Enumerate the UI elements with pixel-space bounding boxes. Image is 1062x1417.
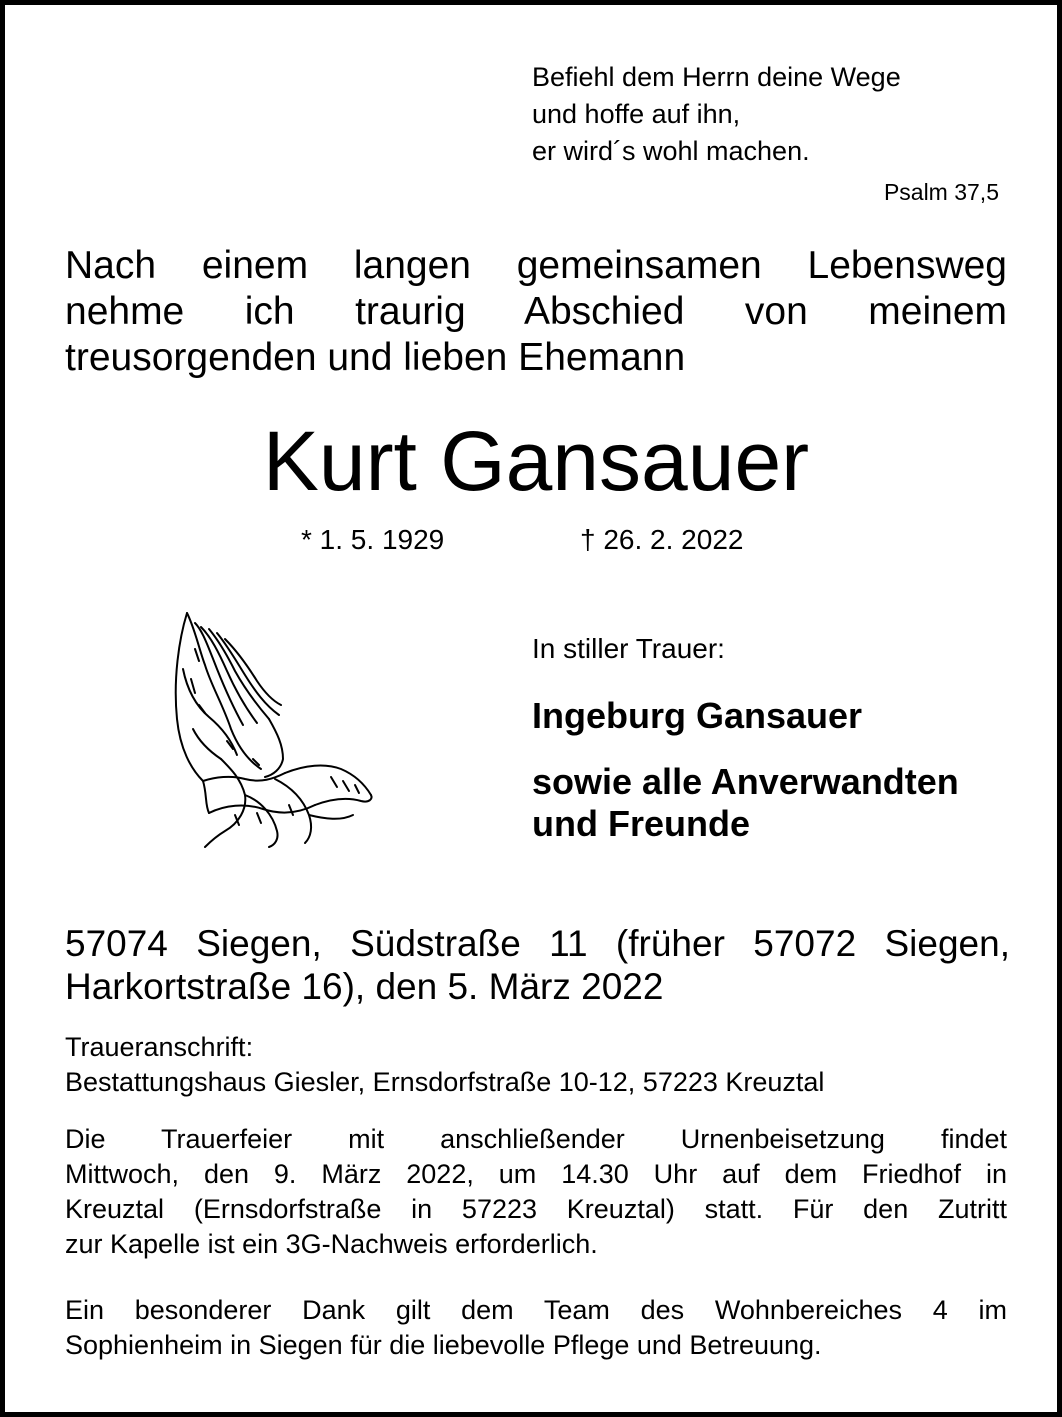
- bible-verse: [532, 59, 901, 170]
- address-line: Bestattungshaus Giesler, Ernsdorfstraße 10-12, 57223 Kreuztal: [65, 1067, 825, 1097]
- verse-source: Psalm 37,5: [883, 179, 999, 205]
- mourning-address: [65, 1030, 1007, 1100]
- service-line: Die Trauerfeier mit anschließender Urnenbeisetzung findet: [65, 1124, 1007, 1154]
- place-line: 57074 Siegen, Südstraße 11 (früher 57072 Siegen,: [65, 923, 1010, 964]
- deceased-name: Kurt Gansauer: [262, 414, 810, 508]
- thanks-line: Sophienheim in Siegen für die liebevolle Pflege und Betreuung.: [65, 1330, 822, 1360]
- praying-hands-icon: [165, 609, 385, 849]
- thanks-line: Ein besonderer Dank gilt dem Team des Wohnbereiches 4 im: [65, 1295, 1007, 1325]
- family-line: und Freunde: [532, 803, 750, 844]
- family-mention: [532, 761, 959, 845]
- verse-line: und hoffe auf ihn,: [532, 99, 741, 129]
- funeral-service-info: [65, 1122, 1007, 1262]
- place-line: Harkortstraße 16), den 5. März 2022: [65, 966, 664, 1007]
- death-date: † 26. 2. 2022: [580, 524, 744, 555]
- birth-date: * 1. 5. 1929: [301, 524, 445, 555]
- thanks-note: [65, 1293, 1007, 1363]
- widow-name: Ingeburg Gansauer: [532, 695, 863, 736]
- service-line: Kreuztal (Ernsdorfstraße in 57223 Kreuztal) statt. Für den Zutritt: [65, 1194, 1007, 1224]
- verse-line: er wird´s wohl machen.: [532, 136, 810, 166]
- service-line: zur Kapelle ist ein 3G-Nachweis erforderlich.: [65, 1229, 598, 1259]
- service-line: Mittwoch, den 9. März 2022, um 14.30 Uhr auf dem Friedhof in: [65, 1159, 1007, 1189]
- address-line: Traueranschrift:: [65, 1032, 254, 1062]
- intro-line: Nach einem langen gemeinsamen Lebensweg: [65, 244, 1007, 287]
- verse-line: Befiehl dem Herrn deine Wege: [532, 62, 901, 92]
- family-line: sowie alle Anverwandten: [532, 761, 959, 802]
- mourning-heading: In stiller Trauer:: [532, 633, 725, 664]
- place-date: [65, 922, 1010, 1008]
- intro-text: [65, 243, 1007, 381]
- intro-line: nehme ich traurig Abschied von meinem: [65, 290, 1007, 333]
- intro-line: treusorgenden und lieben Ehemann: [65, 336, 686, 379]
